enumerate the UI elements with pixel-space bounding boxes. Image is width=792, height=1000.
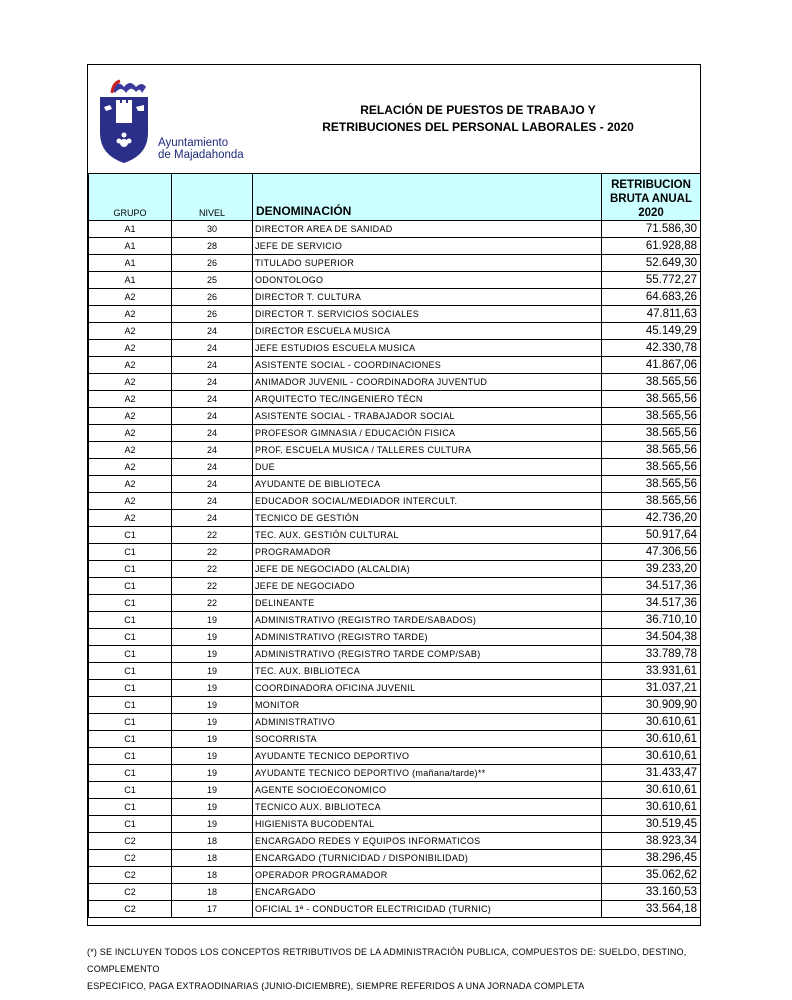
cell-denominacion: ANIMADOR JUVENIL - COORDINADORA JUVENTUD xyxy=(253,374,602,391)
cell-nivel: 18 xyxy=(172,884,253,901)
cell-denominacion: ASISTENTE SOCIAL - COORDINACIONES xyxy=(253,357,602,374)
cell-retribucion: 38.296,45 xyxy=(602,850,701,867)
cell-denominacion: AYUDANTE DE BIBLIOTECA xyxy=(253,476,602,493)
table-row xyxy=(89,425,701,442)
table-row xyxy=(89,323,701,340)
cell-nivel: 19 xyxy=(172,663,253,680)
table-row xyxy=(89,697,701,714)
cell-grupo: C1 xyxy=(89,765,172,782)
cell-nivel: 30 xyxy=(172,221,253,238)
cell-nivel: 17 xyxy=(172,901,253,918)
cell-denominacion: ADMINISTRATIVO (REGISTRO TARDE COMP/SAB) xyxy=(253,646,602,663)
cell-nivel: 19 xyxy=(172,714,253,731)
cell-nivel: 19 xyxy=(172,697,253,714)
table-row xyxy=(89,408,701,425)
cell-nivel: 18 xyxy=(172,850,253,867)
table-row xyxy=(89,340,701,357)
cell-retribucion: 30.610,61 xyxy=(602,748,701,765)
cell-nivel: 24 xyxy=(172,408,253,425)
table-row xyxy=(89,272,701,289)
cell-nivel: 24 xyxy=(172,357,253,374)
cell-nivel: 19 xyxy=(172,629,253,646)
cell-grupo: C2 xyxy=(89,884,172,901)
cell-grupo: A2 xyxy=(89,408,172,425)
table-row xyxy=(89,850,701,867)
cell-retribucion: 38.923,34 xyxy=(602,833,701,850)
cell-retribucion: 30.610,61 xyxy=(602,782,701,799)
cell-retribucion: 47.811,63 xyxy=(602,306,701,323)
cell-grupo: C1 xyxy=(89,612,172,629)
cell-grupo: C2 xyxy=(89,901,172,918)
cell-retribucion: 38.565,56 xyxy=(602,391,701,408)
cell-retribucion: 55.772,27 xyxy=(602,272,701,289)
cell-denominacion: TEC. AUX. BIBLIOTECA xyxy=(253,663,602,680)
cell-nivel: 24 xyxy=(172,459,253,476)
retribucion-label-line1: RETRIBUCION xyxy=(611,179,691,191)
table-row xyxy=(89,306,701,323)
table-row xyxy=(89,493,701,510)
cell-nivel: 24 xyxy=(172,425,253,442)
table-row xyxy=(89,867,701,884)
table-row xyxy=(89,391,701,408)
column-header-nivel: NIVEL xyxy=(172,174,253,221)
cell-nivel: 22 xyxy=(172,561,253,578)
cell-grupo: A2 xyxy=(89,340,172,357)
cell-grupo: A2 xyxy=(89,374,172,391)
cell-grupo: C1 xyxy=(89,697,172,714)
table-row xyxy=(89,765,701,782)
cell-grupo: A2 xyxy=(89,391,172,408)
cell-grupo: A1 xyxy=(89,221,172,238)
table-row xyxy=(89,799,701,816)
table-row xyxy=(89,646,701,663)
cell-grupo: A2 xyxy=(89,442,172,459)
cell-nivel: 24 xyxy=(172,323,253,340)
table-row xyxy=(89,442,701,459)
footnote-line2: ESPECIFICO, PAGA EXTRAODINARIAS (JUNIO-DICIEMBRE), SIEMPRE REFERIDOS A UNA JORNADA COMPLETA xyxy=(87,981,585,991)
cell-retribucion: 33.789,78 xyxy=(602,646,701,663)
cell-denominacion: DELINEANTE xyxy=(253,595,602,612)
column-header-retribucion xyxy=(602,174,701,221)
table-row xyxy=(89,255,701,272)
cell-denominacion: ENCARGADO (TURNICIDAD / DISPONIBILIDAD) xyxy=(253,850,602,867)
cell-denominacion: ENCARGADO xyxy=(253,884,602,901)
footnote-line1: (*) SE INCLUYEN TODOS LOS CONCEPTOS RETRIBUTIVOS DE LA ADMINISTRACIÓN PUBLICA, COMPUESTOS DE: SUELDO, DESTINO, COMPLEMENTO xyxy=(87,947,687,974)
cell-nivel: 22 xyxy=(172,527,253,544)
title-line1: RELACIÓN DE PUESTOS DE TRABAJO Y xyxy=(360,103,596,117)
cell-retribucion: 39.233,20 xyxy=(602,561,701,578)
cell-nivel: 19 xyxy=(172,680,253,697)
cell-grupo: C1 xyxy=(89,527,172,544)
cell-nivel: 28 xyxy=(172,238,253,255)
cell-nivel: 26 xyxy=(172,306,253,323)
table-row xyxy=(89,680,701,697)
cell-grupo: C1 xyxy=(89,799,172,816)
cell-grupo: A2 xyxy=(89,357,172,374)
table-row xyxy=(89,748,701,765)
cell-grupo: C1 xyxy=(89,748,172,765)
cell-grupo: A2 xyxy=(89,289,172,306)
cell-grupo: C1 xyxy=(89,595,172,612)
column-header-grupo: GRUPO xyxy=(89,174,172,221)
cell-nivel: 19 xyxy=(172,816,253,833)
cell-grupo: A1 xyxy=(89,238,172,255)
cell-nivel: 22 xyxy=(172,544,253,561)
cell-denominacion: OPERADOR PROGRAMADOR xyxy=(253,867,602,884)
cell-nivel: 19 xyxy=(172,612,253,629)
cell-denominacion: PROGRAMADOR xyxy=(253,544,602,561)
cell-grupo: C1 xyxy=(89,680,172,697)
table-row xyxy=(89,510,701,527)
table-header-row xyxy=(89,174,701,221)
cell-denominacion: ADMINISTRATIVO (REGISTRO TARDE/SABADOS) xyxy=(253,612,602,629)
cell-retribucion: 47.306,56 xyxy=(602,544,701,561)
cell-grupo: C1 xyxy=(89,731,172,748)
cell-denominacion: JEFE DE NEGOCIADO (ALCALDIA) xyxy=(253,561,602,578)
cell-grupo: C1 xyxy=(89,714,172,731)
cell-denominacion: SOCORRISTA xyxy=(253,731,602,748)
cell-denominacion: ENCARGADO REDES Y EQUIPOS INFORMATICOS xyxy=(253,833,602,850)
cell-retribucion: 31.433,47 xyxy=(602,765,701,782)
cell-retribucion: 42.736,20 xyxy=(602,510,701,527)
document-title xyxy=(268,102,688,136)
table-row xyxy=(89,289,701,306)
cell-retribucion: 35.062,62 xyxy=(602,867,701,884)
logo-text xyxy=(158,137,244,161)
logo-text-line2: de Majadahonda xyxy=(158,149,244,161)
cell-denominacion: DUE xyxy=(253,459,602,476)
cell-grupo: C1 xyxy=(89,646,172,663)
cell-grupo: C1 xyxy=(89,816,172,833)
cell-denominacion: PROFESOR GIMNASIA / EDUCACIÓN FISICA xyxy=(253,425,602,442)
table-row xyxy=(89,238,701,255)
table-row xyxy=(89,782,701,799)
cell-nivel: 24 xyxy=(172,493,253,510)
cell-retribucion: 31.037,21 xyxy=(602,680,701,697)
table-row xyxy=(89,578,701,595)
table-row xyxy=(89,612,701,629)
cell-grupo: A2 xyxy=(89,306,172,323)
cell-retribucion: 71.586,30 xyxy=(602,221,701,238)
cell-retribucion: 38.565,56 xyxy=(602,408,701,425)
cell-retribucion: 38.565,56 xyxy=(602,425,701,442)
cell-grupo: A1 xyxy=(89,272,172,289)
cell-denominacion: PROF. ESCUELA MUSICA / TALLERES CULTURA xyxy=(253,442,602,459)
cell-denominacion: ADMINISTRATIVO xyxy=(253,714,602,731)
cell-nivel: 19 xyxy=(172,748,253,765)
cell-nivel: 24 xyxy=(172,340,253,357)
table-body xyxy=(89,221,701,918)
cell-retribucion: 45.149,29 xyxy=(602,323,701,340)
cell-retribucion: 38.565,56 xyxy=(602,442,701,459)
cell-grupo: A2 xyxy=(89,476,172,493)
cell-nivel: 22 xyxy=(172,578,253,595)
cell-denominacion: ASISTENTE SOCIAL - TRABAJADOR SOCIAL xyxy=(253,408,602,425)
cell-nivel: 24 xyxy=(172,476,253,493)
cell-retribucion: 41.867,06 xyxy=(602,357,701,374)
cell-grupo: A2 xyxy=(89,493,172,510)
cell-denominacion: ADMINISTRATIVO (REGISTRO TARDE) xyxy=(253,629,602,646)
cell-denominacion: MONITOR xyxy=(253,697,602,714)
cell-denominacion: AGENTE SOCIOECONOMICO xyxy=(253,782,602,799)
cell-denominacion: JEFE ESTUDIOS ESCUELA MUSICA xyxy=(253,340,602,357)
cell-nivel: 19 xyxy=(172,765,253,782)
table-row xyxy=(89,374,701,391)
table-row xyxy=(89,901,701,918)
cell-denominacion: DIRECTOR T. SERVICIOS SOCIALES xyxy=(253,306,602,323)
cell-denominacion: JEFE DE SERVICIO xyxy=(253,238,602,255)
cell-retribucion: 33.931,61 xyxy=(602,663,701,680)
cell-retribucion: 34.504,38 xyxy=(602,629,701,646)
cell-retribucion: 34.517,36 xyxy=(602,578,701,595)
cell-grupo: C1 xyxy=(89,629,172,646)
logo-text-line1: Ayuntamiento xyxy=(158,137,229,149)
cell-grupo: C1 xyxy=(89,782,172,799)
cell-denominacion: EDUCADOR SOCIAL/MEDIADOR INTERCULT. xyxy=(253,493,602,510)
table-row xyxy=(89,595,701,612)
cell-retribucion: 38.565,56 xyxy=(602,459,701,476)
table-row xyxy=(89,459,701,476)
cell-grupo: C1 xyxy=(89,663,172,680)
cell-retribucion: 52.649,30 xyxy=(602,255,701,272)
cell-retribucion: 30.610,61 xyxy=(602,714,701,731)
salary-table xyxy=(88,173,701,918)
cell-denominacion: ODONTOLOGO xyxy=(253,272,602,289)
cell-retribucion: 30.519,45 xyxy=(602,816,701,833)
cell-grupo: A1 xyxy=(89,255,172,272)
cell-denominacion: COORDINADORA OFICINA JUVENIL xyxy=(253,680,602,697)
cell-grupo: C1 xyxy=(89,544,172,561)
cell-denominacion: JEFE DE NEGOCIADO xyxy=(253,578,602,595)
table-row xyxy=(89,714,701,731)
cell-denominacion: DIRECTOR AREA DE SANIDAD xyxy=(253,221,602,238)
table-row xyxy=(89,357,701,374)
cell-grupo: C1 xyxy=(89,578,172,595)
retribucion-label-line2: BRUTA ANUAL xyxy=(610,193,692,205)
table-row xyxy=(89,663,701,680)
cell-denominacion: AYUDANTE TECNICO DEPORTIVO xyxy=(253,748,602,765)
retribucion-label-line3: 2020 xyxy=(638,207,664,219)
table-row xyxy=(89,561,701,578)
cell-denominacion: DIRECTOR T. CULTURA xyxy=(253,289,602,306)
cell-retribucion: 50.917,64 xyxy=(602,527,701,544)
table-row xyxy=(89,544,701,561)
cell-nivel: 25 xyxy=(172,272,253,289)
cell-grupo: C2 xyxy=(89,850,172,867)
table-row xyxy=(89,221,701,238)
cell-denominacion: ARQUITECTO TEC/INGENIERO TÉCN xyxy=(253,391,602,408)
cell-denominacion: TITULADO SUPERIOR xyxy=(253,255,602,272)
document-header xyxy=(88,65,700,174)
table-row xyxy=(89,731,701,748)
cell-retribucion: 30.610,61 xyxy=(602,799,701,816)
column-header-denominacion: DENOMINACIÓN xyxy=(253,174,602,221)
cell-denominacion: HIGIENISTA BUCODENTAL xyxy=(253,816,602,833)
cell-denominacion: OFICIAL 1ª - CONDUCTOR ELECTRICIDAD (TURNIC) xyxy=(253,901,602,918)
table-row xyxy=(89,527,701,544)
cell-grupo: A2 xyxy=(89,323,172,340)
cell-grupo: A2 xyxy=(89,425,172,442)
cell-retribucion: 34.517,36 xyxy=(602,595,701,612)
cell-retribucion: 61.928,88 xyxy=(602,238,701,255)
cell-nivel: 26 xyxy=(172,255,253,272)
cell-retribucion: 33.564,18 xyxy=(602,901,701,918)
document-frame xyxy=(87,64,701,926)
cell-nivel: 24 xyxy=(172,374,253,391)
cell-grupo: C1 xyxy=(89,561,172,578)
table-row xyxy=(89,833,701,850)
cell-nivel: 22 xyxy=(172,595,253,612)
cell-grupo: C2 xyxy=(89,833,172,850)
cell-denominacion: DIRECTOR ESCUELA MUSICA xyxy=(253,323,602,340)
cell-retribucion: 30.909,90 xyxy=(602,697,701,714)
cell-nivel: 24 xyxy=(172,442,253,459)
cell-denominacion: TECNICO DE GESTIÓN xyxy=(253,510,602,527)
cell-nivel: 24 xyxy=(172,391,253,408)
cell-nivel: 19 xyxy=(172,782,253,799)
cell-retribucion: 30.610,61 xyxy=(602,731,701,748)
cell-nivel: 18 xyxy=(172,867,253,884)
cell-retribucion: 42.330,78 xyxy=(602,340,701,357)
cell-nivel: 19 xyxy=(172,646,253,663)
table-row xyxy=(89,884,701,901)
cell-nivel: 26 xyxy=(172,289,253,306)
cell-retribucion: 38.565,56 xyxy=(602,374,701,391)
cell-denominacion: TEC. AUX. GESTIÓN CULTURAL xyxy=(253,527,602,544)
cell-nivel: 18 xyxy=(172,833,253,850)
footnote xyxy=(87,944,727,995)
cell-nivel: 19 xyxy=(172,799,253,816)
cell-grupo: A2 xyxy=(89,459,172,476)
cell-retribucion: 64.683,26 xyxy=(602,289,701,306)
cell-denominacion: TECNICO AUX. BIBLIOTECA xyxy=(253,799,602,816)
cell-retribucion: 33.160,53 xyxy=(602,884,701,901)
cell-nivel: 24 xyxy=(172,510,253,527)
table-row xyxy=(89,476,701,493)
cell-denominacion: AYUDANTE TECNICO DEPORTIVO (mañana/tarde)** xyxy=(253,765,602,782)
cell-nivel: 19 xyxy=(172,731,253,748)
cell-retribucion: 38.565,56 xyxy=(602,493,701,510)
cell-retribucion: 38.565,56 xyxy=(602,476,701,493)
title-line2: RETRIBUCIONES DEL PERSONAL LABORALES - 2020 xyxy=(322,120,634,134)
cell-grupo: A2 xyxy=(89,510,172,527)
table-row xyxy=(89,629,701,646)
table-row xyxy=(89,816,701,833)
cell-grupo: C2 xyxy=(89,867,172,884)
majadahonda-logo xyxy=(98,75,248,165)
cell-retribucion: 36.710,10 xyxy=(602,612,701,629)
